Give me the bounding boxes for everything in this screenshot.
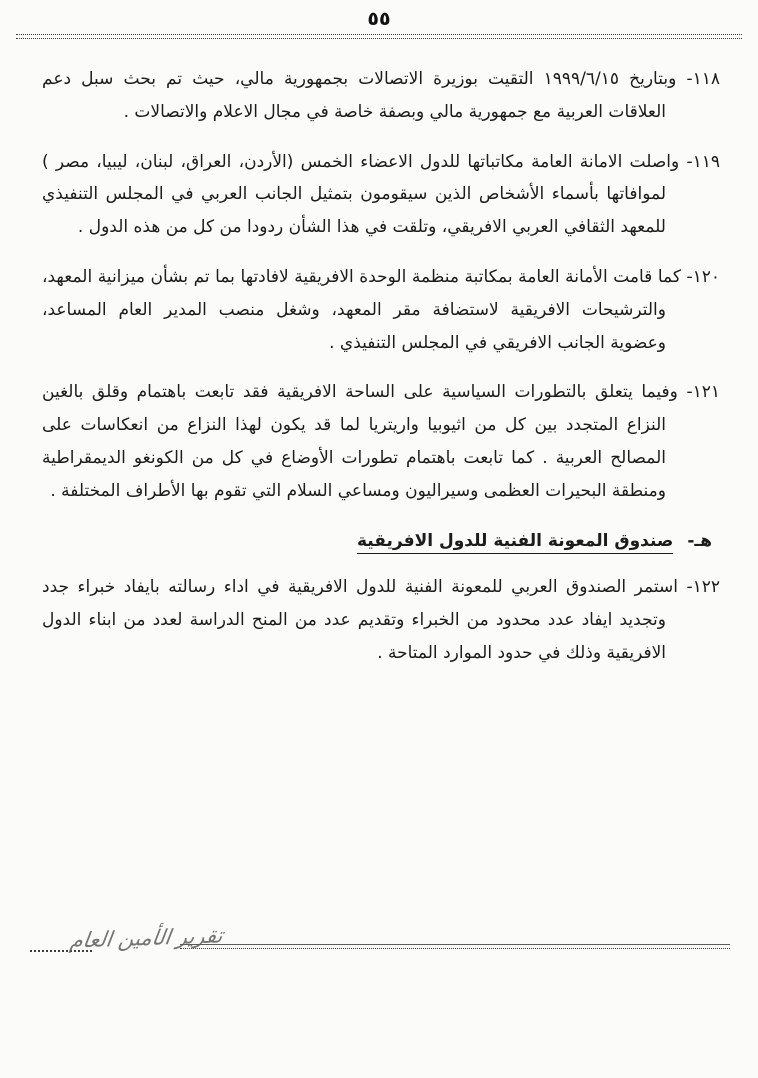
- paragraph-119: [42, 146, 720, 244]
- paragraph-text: واصلت الامانة العامة مكاتباتها للدول الاعضاء الخمس (الأردن، العراق، لبنان، ليبيا، مصر ) لموافاتها بأسماء الأشخاص الذين سيقومون بتمثيل الجانب العربي في المجلس التنفيذي للمعهد الثقافي العربي الافريقي، وتلقت في هذا الشأن ردودا من كل من هذه الدول .: [42, 151, 680, 238]
- paragraph-number: ١١٨-: [686, 69, 720, 89]
- paragraph-text: وبتاريخ ١٩٩٩/٦/١٥ التقيت بوزيرة الاتصالات بجمهورية مالي، حيث تم بحث سبل دعم العلاقات العربية مع جمهورية مالي وبصفة خاصة في مجال الاعلام والاتصالات .: [42, 69, 677, 122]
- paragraph-text: كما قامت الأمانة العامة بمكاتبة منظمة الوحدة الافريقية لافادتها بما تم بشأن ميزانية المعهد، والترشيحات الافريقية لاستضافة مقر المعهد، وشغل منصب المدير العام المساعد، وعضوية الجانب الافريقي في المجلس التنفيذي .: [42, 266, 681, 353]
- paragraph-number: ١٢٢-: [686, 577, 720, 598]
- document-body: [0, 39, 758, 670]
- paragraph-120: [42, 261, 720, 359]
- footer-divider: [180, 944, 730, 949]
- handwritten-signature: تقرير الأمين العام: [68, 923, 225, 953]
- section-heading-title: صندوق المعونة الفنية للدول الافريقية: [357, 531, 673, 554]
- paragraph-118: [42, 63, 720, 129]
- paragraph-number: ١٢١-: [686, 382, 721, 403]
- paragraph-text: وفيما يتعلق بالتطورات السياسية على الساحة الافريقية فقد تابعت باهتمام وقلق بالغين النزاع المتجدد بين كل من اثيوبيا واريتريا لما قد يكون لهذا النزاع من انعكاسات على المصالح العربية . كما تابعت باهتمام تطورات الأوضاع في كل من الكونغو الديمقراطية ومنطقة البحيرات العظمى وسيراليون ومساعي السلام التي تقوم بها الأطراف المختلفة .: [42, 382, 678, 501]
- paragraph-122: [42, 571, 720, 669]
- section-heading-prefix: هـ-: [687, 530, 712, 551]
- paragraph-text: استمر الصندوق العربي للمعونة الفنية للدول الافريقية في اداء رسالته بايفاد خبراء جدد وتجديد ايفاد عدد محدود من الخبراء وتقديم عدد من المنح الدراسة لعدد من ابناء الدول الافريقية وذلك في حدود الموارد المتاحة .: [42, 577, 678, 663]
- paragraph-number: ١٢٠-: [686, 266, 721, 287]
- paragraph-number: ١١٩-: [686, 151, 720, 172]
- paragraph-121: [42, 376, 720, 507]
- page-footer: [0, 923, 758, 978]
- section-heading: [42, 525, 720, 558]
- page-number: ٥٥: [367, 8, 391, 30]
